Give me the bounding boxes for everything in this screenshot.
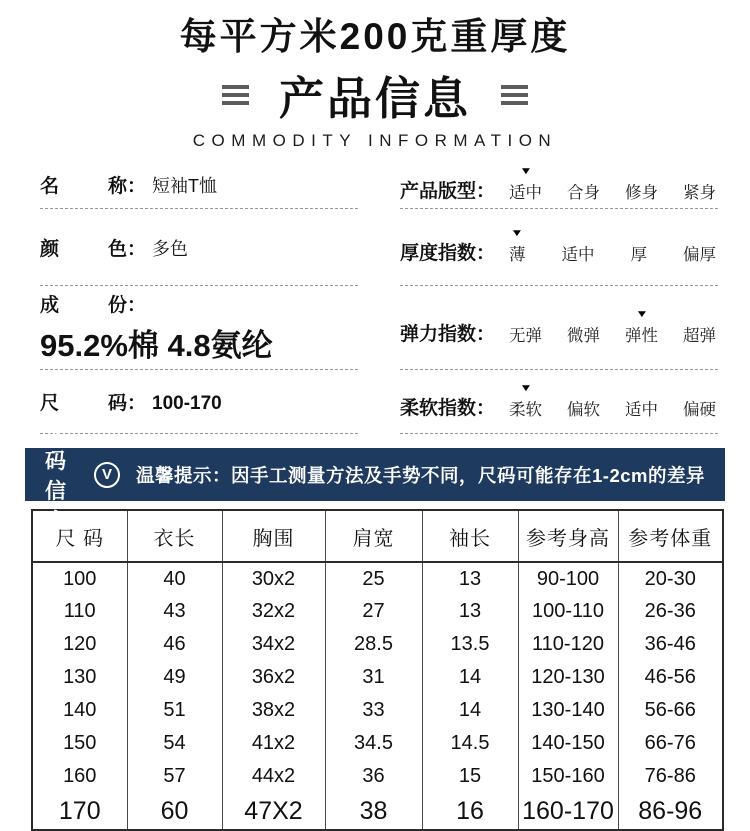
cell-size: 130 [63, 666, 97, 688]
cell-ref-height: 140-150 [518, 727, 618, 760]
spec-option [683, 167, 716, 203]
size-chart-row [32, 562, 723, 595]
spec-option [683, 384, 716, 420]
selected-marker-icon: ▼ [518, 165, 533, 177]
spec-options [509, 167, 718, 203]
cell-chest: 44x2 [222, 760, 325, 793]
size-chart-row [32, 628, 723, 661]
spec-option-label: 超弹 [682, 326, 716, 345]
spec-option-label: 偏硬 [682, 400, 716, 419]
selected-marker-icon: ▼ [510, 228, 524, 239]
info-row-composition [40, 286, 358, 370]
page-title: 每平方米200克重厚度 [179, 16, 571, 57]
size-tip-text: 温馨提示：因手工测量方法及手势不同，尺码可能存在1-2cm的差异 [136, 464, 705, 486]
spec-option-label: 柔软 [509, 400, 543, 419]
cell-ref-weight: 66-76 [618, 727, 723, 760]
spec-option-label: 适中 [561, 246, 595, 264]
spec-option-label: 紧身 [682, 183, 716, 202]
spec-option [562, 229, 595, 265]
size-info-title: 尺码信息 [45, 419, 67, 533]
spec-option-label: 弹性 [624, 326, 658, 345]
spec-label: 柔软指数： [400, 397, 496, 419]
cell-chest: 38x2 [222, 694, 325, 727]
spec-option-label: 修身 [624, 183, 658, 202]
cell-shoulder: 36 [325, 760, 422, 793]
cell-garment-length: 54 [127, 727, 222, 760]
info-value: 多色 [152, 238, 188, 259]
cell-sleeve: 15 [422, 760, 518, 793]
size-chart-header-cell: 袖长 [422, 510, 518, 562]
cell-chest: 36x2 [222, 661, 325, 694]
size-chart-header-cell: 衣长 [127, 510, 222, 562]
spec-option [509, 384, 542, 420]
cell-shoulder: 25 [325, 562, 422, 595]
cell-sleeve: 13 [422, 595, 518, 628]
cell-size: 100 [63, 567, 97, 590]
cell-chest: 34x2 [222, 628, 325, 661]
cell-ref-weight: 86-96 [618, 793, 723, 830]
v-circle-icon: V [94, 462, 120, 488]
spec-label: 产品版型： [400, 180, 496, 202]
cell-sleeve: 14.5 [422, 727, 518, 760]
cell-sleeve: 13 [422, 562, 518, 595]
cell-size: 120 [63, 633, 97, 655]
cell-shoulder: 33 [325, 694, 422, 727]
spec-options [509, 229, 718, 265]
cell-sleeve: 14 [422, 694, 518, 727]
section-title-row [0, 62, 750, 127]
spec-options [509, 310, 718, 346]
cell-size: 170 [58, 796, 101, 825]
cell-chest: 41x2 [222, 727, 325, 760]
size-chart-body [32, 562, 723, 830]
cell-ref-height: 90-100 [518, 562, 618, 595]
spec-option [509, 167, 542, 203]
spec-option [509, 310, 542, 346]
size-chart-table [31, 509, 724, 831]
page-header [0, 0, 750, 151]
spec-option [567, 310, 600, 346]
cell-ref-weight: 20-30 [618, 562, 723, 595]
size-chart-header [32, 510, 723, 562]
cell-garment-length: 60 [127, 793, 222, 830]
spec-option-label: 偏厚 [682, 246, 716, 264]
size-chart-header-cell: 参考身高 [518, 510, 618, 562]
section-subtitle-english: COMMODITY INFORMATION [192, 131, 558, 150]
cell-ref-height: 130-140 [518, 694, 618, 727]
cell-shoulder: 34.5 [325, 727, 422, 760]
cell-ref-weight: 46-56 [618, 661, 723, 694]
cell-ref-weight: 36-46 [618, 628, 723, 661]
spec-option-label: 厚 [630, 246, 647, 264]
cell-garment-length: 51 [127, 694, 222, 727]
section-title: 产品信息 [278, 73, 471, 124]
cell-ref-weight: 26-36 [618, 595, 723, 628]
cell-shoulder: 28.5 [325, 628, 422, 661]
spec-options [509, 384, 718, 420]
triple-bar-icon [501, 85, 528, 105]
selected-marker-icon: ▼ [634, 308, 649, 320]
spec-option-label: 偏软 [567, 400, 600, 419]
cell-size: 110 [63, 600, 96, 622]
spec-option [683, 229, 716, 265]
size-chart-row [32, 793, 723, 830]
size-chart-row [32, 694, 723, 727]
product-info-section [0, 151, 750, 434]
cell-shoulder: 31 [325, 661, 422, 694]
cell-chest: 47X2 [222, 793, 325, 830]
size-chart-header-cell: 尺 码 [32, 510, 127, 562]
cell-ref-height: 110-120 [518, 628, 618, 661]
info-value: 短袖T恤 [152, 176, 217, 196]
cell-garment-length: 40 [127, 562, 222, 595]
spec-option [509, 229, 526, 265]
cell-ref-weight: 56-66 [618, 694, 723, 727]
info-right-column [400, 161, 718, 434]
cell-ref-weight: 76-86 [618, 760, 723, 793]
size-chart-header-cell: 参考体重 [618, 510, 723, 562]
info-left-column [40, 161, 358, 434]
cell-ref-height: 150-160 [518, 760, 618, 793]
cell-shoulder: 27 [325, 595, 422, 628]
spec-option [625, 384, 658, 420]
spec-option [567, 167, 600, 203]
spec-option [630, 229, 647, 265]
spec-option-label: 薄 [509, 246, 526, 264]
size-chart-row [32, 760, 723, 793]
cell-chest: 32x2 [222, 595, 325, 628]
cell-sleeve: 14 [422, 661, 518, 694]
cell-sleeve: 13.5 [422, 628, 518, 661]
info-row-color [40, 209, 358, 286]
spec-label: 弹力指数： [400, 323, 496, 345]
cell-size: 160 [63, 765, 97, 787]
size-chart-row [32, 727, 723, 760]
info-row-size [40, 370, 358, 434]
spec-row-thickness [400, 209, 718, 286]
size-chart-row [32, 661, 723, 694]
cell-chest: 30x2 [222, 562, 325, 595]
cell-garment-length: 46 [127, 628, 222, 661]
size-chart-header-cell: 肩宽 [325, 510, 422, 562]
spec-option-label: 适中 [624, 400, 658, 419]
size-chart-row [32, 595, 723, 628]
info-label: 名 称： [40, 176, 146, 197]
spec-option-label: 微弹 [567, 326, 600, 345]
size-info-banner [25, 419, 725, 533]
cell-size: 140 [63, 699, 97, 721]
spec-row-elasticity [400, 286, 718, 370]
cell-ref-height: 160-170 [518, 793, 618, 830]
info-label: 成 份： [40, 295, 146, 316]
spec-option [683, 310, 716, 346]
cell-ref-height: 120-130 [518, 661, 618, 694]
cell-sleeve: 16 [422, 793, 518, 830]
spec-option [625, 167, 658, 203]
info-label: 尺 码： [40, 393, 146, 414]
cell-garment-length: 49 [127, 661, 222, 694]
info-value: 100-170 [152, 393, 222, 414]
spec-option-label: 适中 [509, 183, 543, 202]
spec-option-label: 合身 [567, 183, 600, 202]
cell-garment-length: 57 [127, 760, 222, 793]
size-chart-header-cell: 胸围 [222, 510, 325, 562]
spec-option [567, 384, 600, 420]
spec-row-softness [400, 370, 718, 434]
spec-option [625, 310, 658, 346]
cell-garment-length: 43 [127, 595, 222, 628]
spec-row-fit [400, 161, 718, 209]
info-row-name [40, 161, 358, 209]
selected-marker-icon: ▼ [518, 382, 533, 394]
cell-ref-height: 100-110 [518, 595, 618, 628]
spec-label: 厚度指数： [400, 243, 496, 264]
triple-bar-icon [222, 85, 249, 105]
composition-value: 95.2%棉 4.8氨纶 [40, 328, 273, 363]
cell-size: 150 [63, 732, 97, 754]
cell-shoulder: 38 [325, 793, 422, 830]
info-label: 颜 色： [40, 238, 146, 260]
spec-option-label: 无弹 [509, 326, 543, 345]
